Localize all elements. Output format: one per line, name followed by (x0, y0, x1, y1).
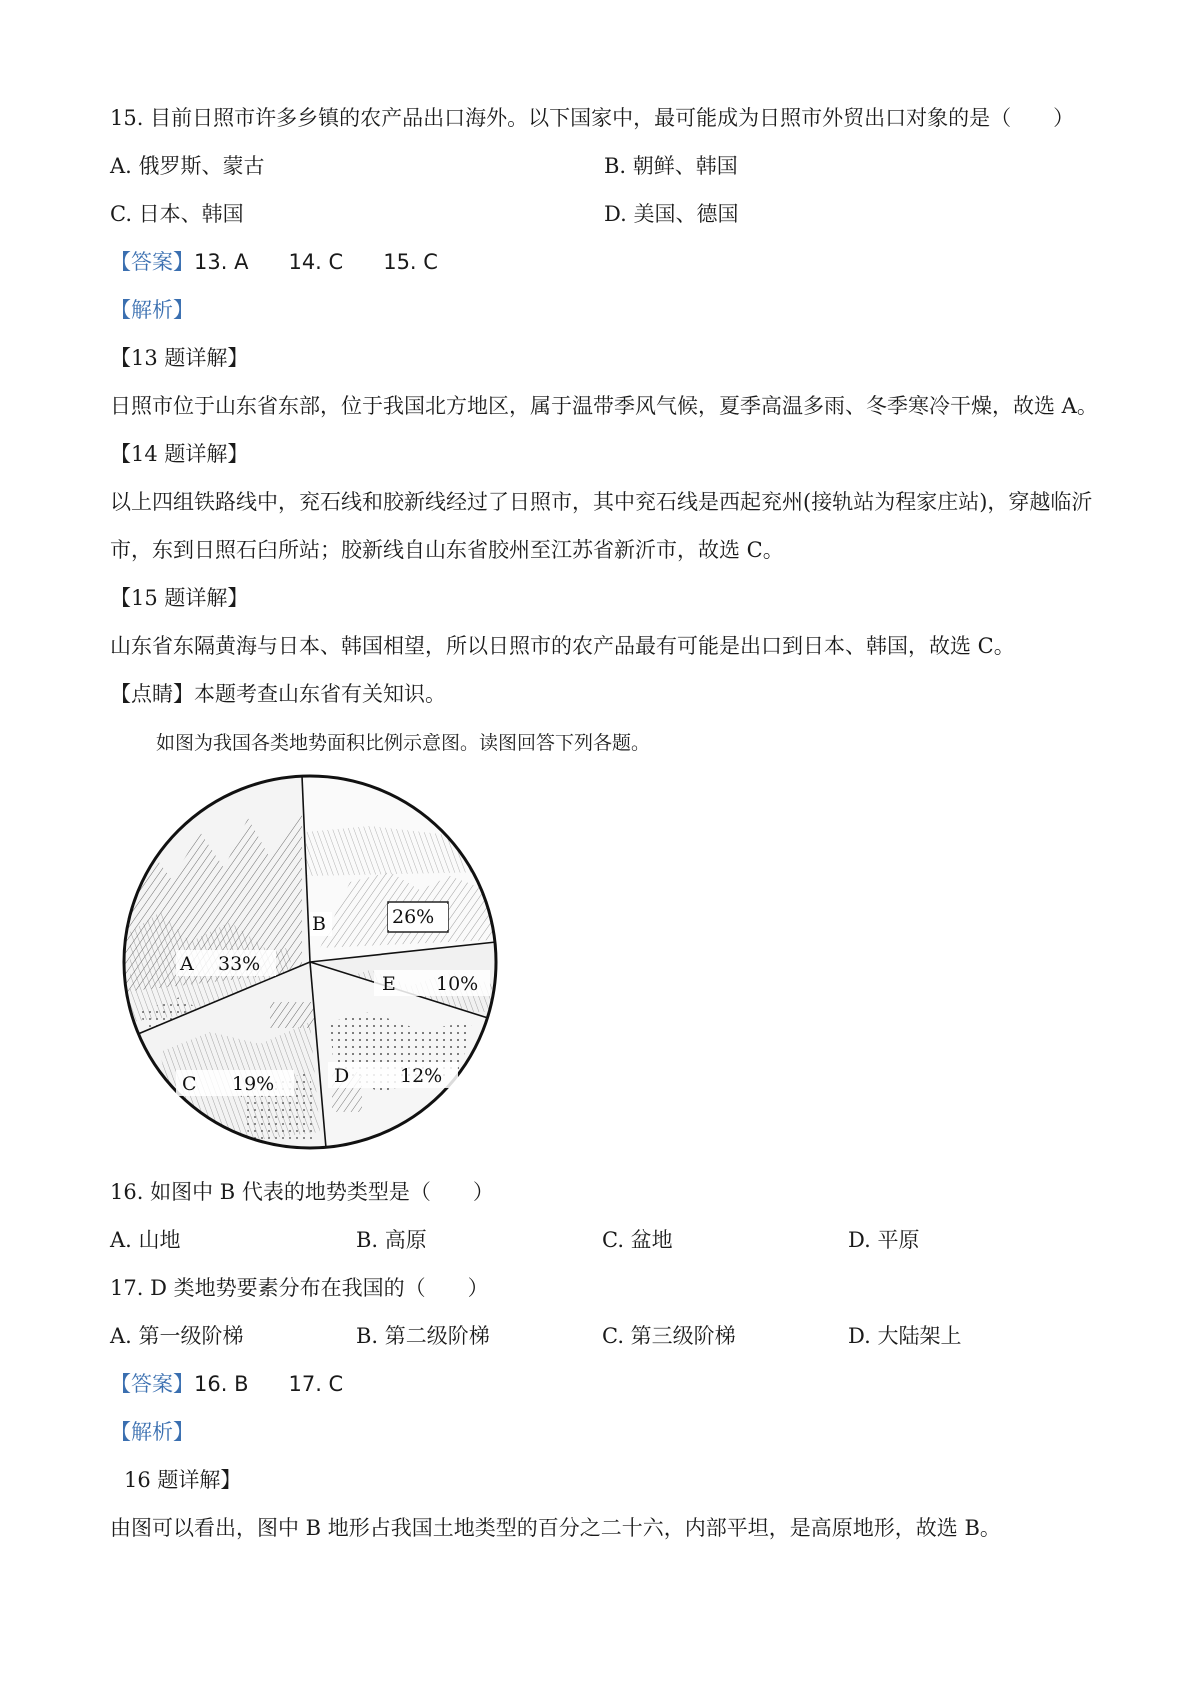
q15-option-a: A. 俄罗斯、蒙古 (110, 154, 265, 178)
q17-option-c: C. 第三级阶梯 (602, 1324, 736, 1348)
q16-option-d: D. 平原 (848, 1228, 920, 1252)
sector-a-label: A (180, 953, 194, 975)
sector-b-label: B (312, 913, 326, 935)
q17-option-d: D. 大陆架上 (848, 1324, 962, 1348)
q15-option-d: D. 美国、德国 (604, 202, 739, 226)
detail-13-title: 【13 题详解】 (110, 346, 249, 370)
detail-14-text-2: 市，东到日照石臼所站；胶新线自山东省胶州至江苏省新沂市，故选 C。 (110, 538, 784, 562)
detail-15-text: 山东省东隔黄海与日本、韩国相望，所以日照市的农产品最有可能是出口到日本、韩国，故选 C。 (110, 634, 1015, 658)
detail-14-text-1: 以上四组铁路线中，兖石线和胶新线经过了日照市，其中兖石线是西起兖州(接轨站为程家庄站)，穿越临沂 (110, 490, 1093, 514)
answer-16: 16. B (194, 1372, 249, 1396)
sector-c-percent: 19% (232, 1073, 275, 1095)
q15-option-b: B. 朝鲜、韩国 (604, 154, 738, 178)
sector-b-percent: 26% (392, 906, 435, 928)
analysis-tag: 【解析】 (110, 298, 194, 322)
question-17-stem: 17. D 类地势要素分布在我国的（ ） (110, 1276, 489, 1300)
detail-16-text: 由图可以看出，图中 B 地形占我国土地类型的百分之二十六，内部平坦，是高原地形，故选 B。 (110, 1516, 1001, 1540)
q17-option-a: A. 第一级阶梯 (110, 1324, 244, 1348)
sector-d-label: D (334, 1065, 350, 1087)
terrain-area-pie-figure (120, 772, 500, 1152)
sector-e-label: E (382, 973, 396, 995)
answer-row-2 (110, 1370, 343, 1398)
q16-option-a: A. 山地 (110, 1228, 181, 1252)
analysis-tag-2: 【解析】 (110, 1420, 194, 1444)
q16-option-c: C. 盆地 (602, 1228, 673, 1252)
sector-c-label: C (182, 1073, 197, 1095)
detail-15-title: 【15 题详解】 (110, 586, 249, 610)
answer-13: 13. A (194, 250, 249, 274)
question-15-stem: 15. 目前日照市许多乡镇的农产品出口海外。以下国家中，最可能成为日照市外贸出口对象的是（ ） (110, 106, 1075, 130)
answer-row-1 (110, 248, 438, 276)
sector-a-percent: 33% (218, 953, 261, 975)
answer-tag-2: 【答案】 (110, 1372, 194, 1396)
detail-14-title: 【14 题详解】 (110, 442, 249, 466)
q17-option-b: B. 第二级阶梯 (356, 1324, 490, 1348)
comment-note: 【点睛】本题考查山东省有关知识。 (110, 682, 446, 706)
question-16-stem: 16. 如图中 B 代表的地势类型是（ ） (110, 1180, 494, 1204)
figure-intro: 如图为我国各类地势面积比例示意图。读图回答下列各题。 (156, 732, 651, 754)
q15-option-c: C. 日本、韩国 (110, 202, 244, 226)
answer-tag: 【答案】 (110, 250, 194, 274)
detail-13-text: 日照市位于山东省东部，位于我国北方地区，属于温带季风气候，夏季高温多雨、冬季寒冷干燥，故选 A。 (110, 394, 1098, 418)
answer-15: 15. C (383, 250, 438, 274)
sector-d-percent: 12% (400, 1065, 443, 1087)
answer-17: 17. C (288, 1372, 344, 1396)
detail-16-title: 16 题详解】 (124, 1468, 242, 1492)
q16-option-b: B. 高原 (356, 1228, 427, 1252)
answer-14: 14. C (288, 250, 344, 274)
sector-e-percent: 10% (436, 973, 479, 995)
